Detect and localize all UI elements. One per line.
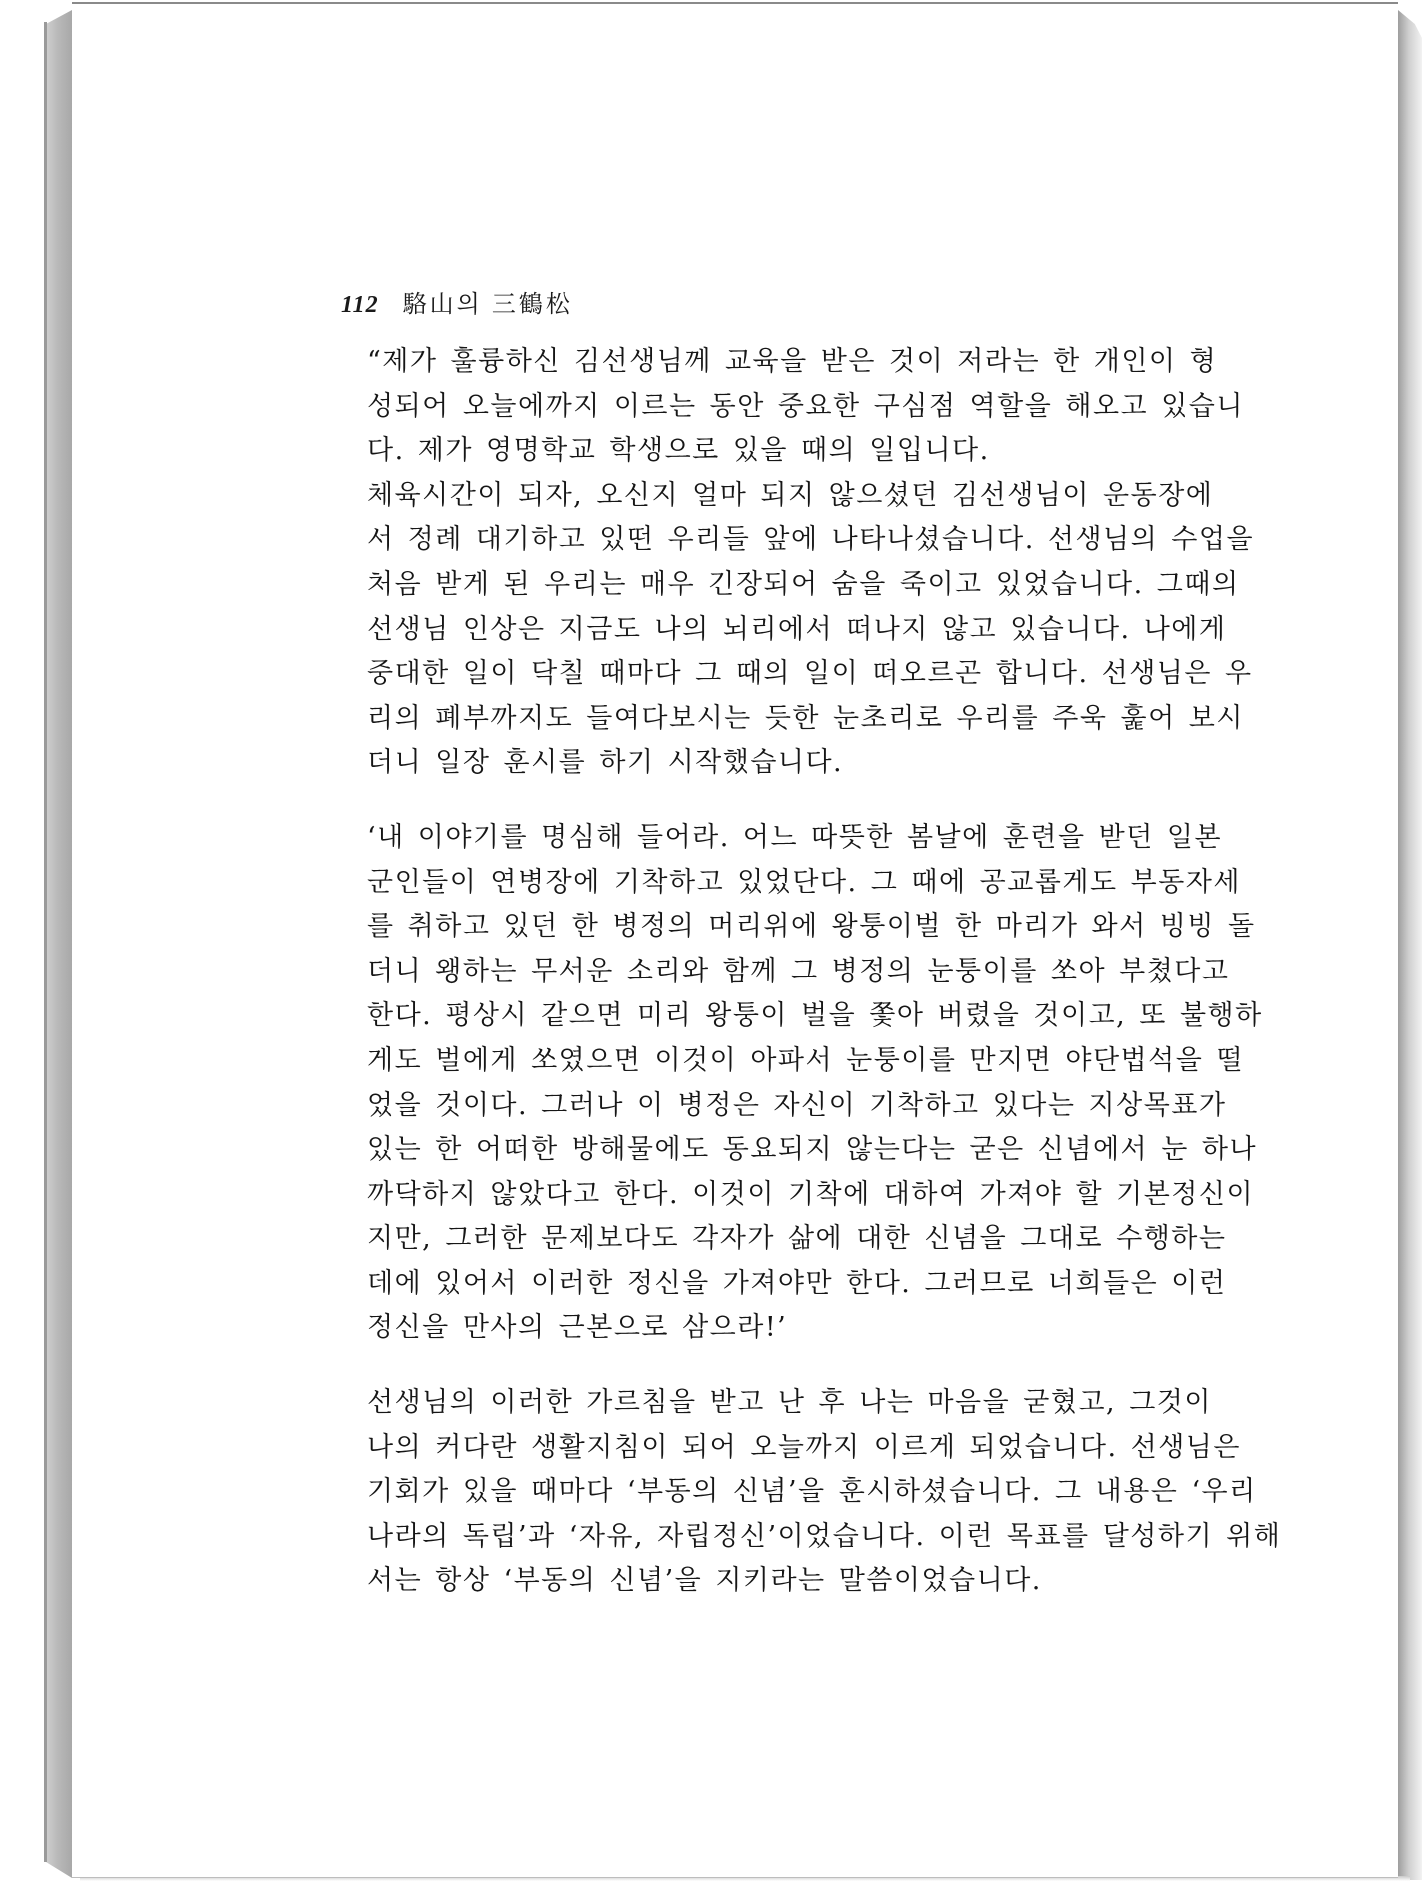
page-number: 112 [341, 292, 379, 318]
text-line: 더니 일장 훈시를 하기 시작했습니다. [367, 747, 844, 779]
text-line: “제가 훌륭하신 김선생님께 교육을 받은 것이 저라는 한 개인이 형 [367, 346, 1218, 377]
text-line: ‘내 이야기를 명심해 들어라. 어느 따뜻한 봄날에 훈련을 받던 일본 [367, 821, 1223, 853]
page-right-shadow [1398, 10, 1422, 1880]
text-line: 더니 왱하는 무서운 소리와 함께 그 병정의 눈퉁이를 쏘아 부쳤다고 [367, 955, 1230, 987]
text-line: 한다. 평상시 같으면 미리 왕퉁이 벌을 쫓아 버렸을 것이고, 또 불행하 [367, 1000, 1263, 1032]
book-spine-outline [44, 22, 47, 1862]
text-line: 성되어 오늘에까지 이르는 동안 중요한 구심점 역할을 해오고 있습니 [367, 390, 1244, 422]
text-line: 정신을 만사의 근본으로 삼으라!’ [367, 1312, 788, 1344]
text-line: 다. 제가 영명학교 학생으로 있을 때의 일입니다. [367, 435, 990, 467]
text-line: 서 정례 대기하고 있떤 우리들 앞에 나타나셨습니다. 선생님의 수업을 [367, 524, 1255, 556]
running-title: 駱山의 三鶴松 [402, 292, 573, 318]
text-line: 있는 한 어떠한 방해물에도 동요되지 않는다는 굳은 신념에서 눈 하나 [367, 1134, 1258, 1166]
book-spine-edge [46, 10, 72, 1878]
paragraph-2 [340, 474, 1255, 786]
text-line: 지만, 그러한 문제보다도 각자가 삶에 대한 신념을 그대로 수행하는 [367, 1223, 1227, 1255]
paragraph-4 [340, 1381, 1282, 1604]
text-line: 데에 있어서 이러한 정신을 가져야만 한다. 그러므로 너희들은 이런 [367, 1267, 1227, 1299]
text-line: 를 취하고 있던 한 병정의 머리위에 왕퉁이벌 한 마리가 와서 빙빙 돌 [367, 911, 1256, 943]
text-line: 나의 커다란 생활지침이 되어 오늘까지 이르게 되었습니다. 선생님은 [367, 1431, 1241, 1463]
text-line: 중대한 일이 닥칠 때마다 그 때의 일이 떠오르곤 합니다. 선생님은 우 [367, 658, 1253, 690]
text-line: 처음 받게 된 우리는 매우 긴장되어 숨을 죽이고 있었습니다. 그때의 [367, 568, 1240, 600]
text-line: 서는 항상 ‘부동의 신념’을 지키라는 말씀이었습니다. [367, 1565, 1042, 1597]
text-line: 나라의 독립’과 ‘자유, 자립정신’이었습니다. 이런 목표를 달성하기 위해 [367, 1520, 1282, 1552]
text-line: 기회가 있을 때마다 ‘부동의 신념’을 훈시하셨습니다. 그 내용은 ‘우리 [367, 1476, 1257, 1508]
paragraph-1 [340, 340, 1244, 474]
paragraph-3 [340, 816, 1263, 1351]
page-header [341, 284, 573, 319]
page-body-text [340, 340, 1282, 1604]
text-line: 리의 폐부까지도 들여다보시는 듯한 눈초리로 우리를 주욱 훑어 보시 [367, 702, 1244, 734]
text-line: 선생님의 이러한 가르침을 받고 난 후 나는 마음을 굳혔고, 그것이 [367, 1387, 1212, 1419]
text-line: 체육시간이 되자, 오신지 얼마 되지 않으셨던 김선생님이 운동장에 [367, 479, 1214, 511]
text-line: 선생님 인상은 지금도 나의 뇌리에서 떠나지 않고 있습니다. 나에게 [367, 613, 1227, 645]
text-line: 까닥하지 않았다고 한다. 이것이 기착에 대하여 가져야 할 기본정신이 [367, 1178, 1255, 1210]
text-line: 었을 것이다. 그러나 이 병정은 자신이 기착하고 있다는 지상목표가 [367, 1089, 1227, 1121]
text-line: 게도 벌에게 쏘였으면 이것이 아파서 눈퉁이를 만지면 야단법석을 떨 [367, 1044, 1244, 1076]
text-line: 군인들이 연병장에 기착하고 있었단다. 그 때에 공교롭게도 부동자세 [367, 866, 1241, 898]
